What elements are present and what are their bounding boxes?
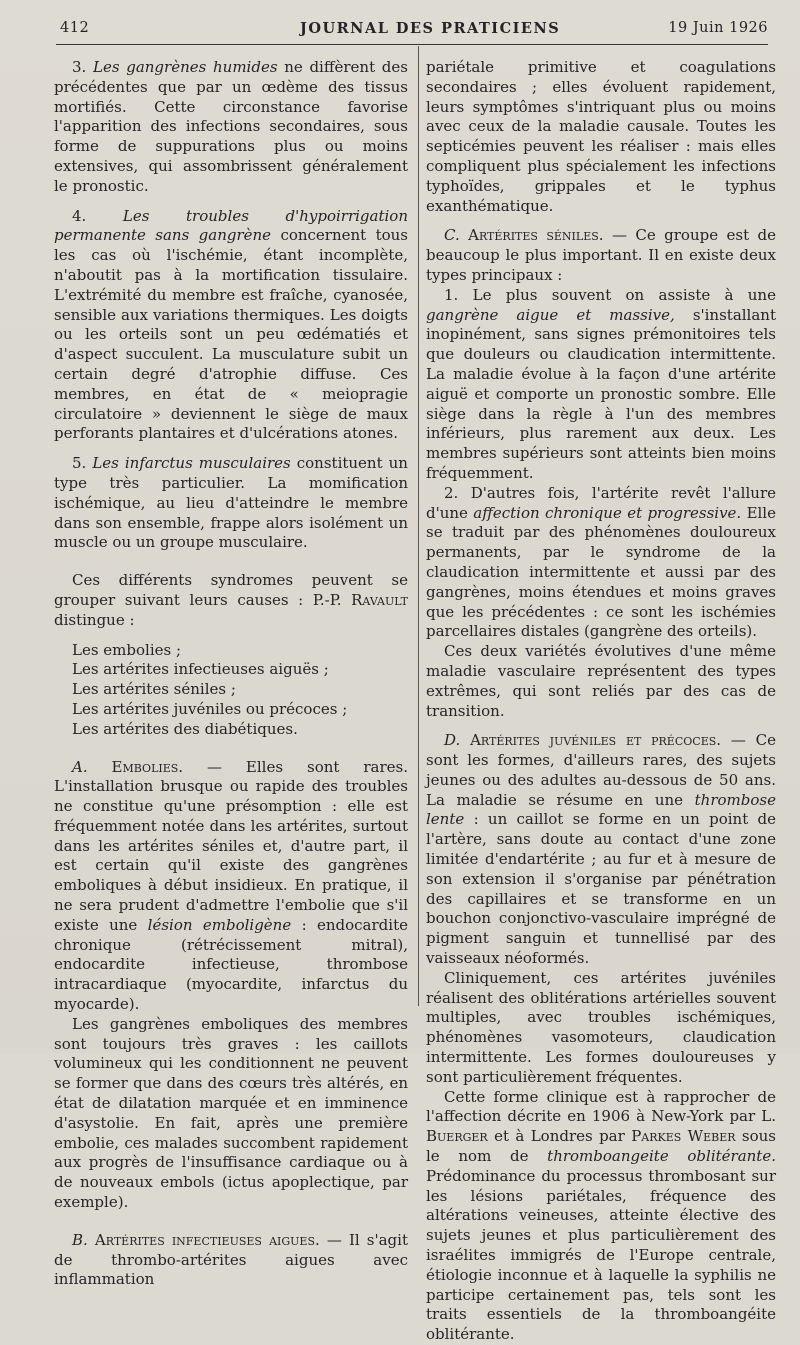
running-header [60,14,768,40]
heading-embolies: Embolies. [111,757,184,776]
section-senile-arteritis: C. Artérites séniles. — Ce groupe est de beaucoup le plus important. Il en existe deux types principaux : [426,226,776,284]
list-item: Les artérites infectieuses aiguës ; [72,660,329,679]
column-divider [418,46,419,1006]
author-ravault: Ravault [351,590,408,609]
heading-hypoirrigation: Les troubles d'hypoirrigation permanente sans gangrène [54,206,408,245]
causes-list [54,641,408,740]
paragraph-grouping: Ces différents syndromes peuvent se grouper suivant leurs causes : P.-P. Ravault distingue : [54,571,408,629]
list-item: Les artérites juvéniles ou précoces ; [72,699,348,718]
author-parkes-weber: Parkes Weber [631,1127,736,1146]
paragraph-humid-gangrene: 3. Les gangrènes humides ne diffèrent des précédentes que par un œdème des tissus mortifiés. Cette circonstance favorise l'apparition des infections secondaires, sous forme de suppurations plus ou moins extensives, qui assombrissent généralement le pronostic. [54,58,408,195]
section-embolies: A. Embolies. — Elles sont rares. L'installation brusque ou rapide des troubles ne constitue qu'une présomption : elle est fréquemment notée dans les artérites, surtout dans les artérites séniles et, d'autre part, il est certain qu'il existe des gangrènes emboliques à début insidieux. En pratique, il ne sera prudent d'admettre l'embolie que s'il existe une lésion emboligène : endocardite chronique (rétrécissement mitral), endocardite infectieuse, thrombose intracardiaque (myocardite, infarctus du myocarde). [54,757,408,1014]
list-item: Les artérites des diabétiques. [72,719,298,738]
heading-senile-arteritis: Artérites séniles. [468,226,604,245]
section-juvenile-arteritis: D. Artérites juvéniles et précoces. — Ce sont les formes, d'ailleurs rares, des sujets jeunes ou des adultes au-dessous de 50 ans. La maladie se résume en une thrombose lente : un caillot se forme en un point de l'artère, sans doute au contact d'une zone limitée d'endartérite ; au fur et à mesure de son extension il s'organise par pénétration des capillaires et se transforme en un bouchon conjonctivo-vasculaire imprégné de pigment sanguin et tunnellisé par des vaisseaux néoformés. [426,731,776,968]
page-number: 412 [60,20,90,36]
journal-title: JOURNAL DES PRATICIENS [300,20,561,37]
heading-juvenile-arteritis: Artérites juvéniles et précoces. [470,731,722,750]
issue-date: 19 Juin 1926 [668,20,768,36]
paragraph-embolic-gangrenes: Les gangrènes emboliques des membres sont toujours très graves : les caillots volumineux qui les conditionnent ne peuvent se former que dans des cœurs très altérés, en état de dilatation marquée et en imminence d'asystolie. En fait, après une première embolie, ces malades succombent rapidement aux progrès de l'insuffisance cardiaque ou à de nouveaux embols (ictus apoplectique, par exemple). [54,1014,408,1212]
right-column [426,58,776,1345]
paragraph-infectious-continued: pariétale primitive et coagulations secondaires ; elles évoluent rapidement, leurs symptômes s'intriquant plus ou moins avec ceux de la maladie causale. Toutes les septicémies peuvent les réaliser : mais elles compliquent plus spécialement les infections typhoïdes, grippales et le typhus exanthématique. [426,58,776,215]
heading-humid-gangrene: Les gangrènes humides [93,58,278,76]
section-infectious-arteritis: B. Artérites infectieuses aigues. — Il s'agit de thrombo-artérites aigues avec inflammation [54,1230,408,1289]
author-buerger: Buerger [426,1127,488,1146]
paragraph-senile-type-2: 2. D'autres fois, l'artérite revêt l'allure d'une affection chronique et progressive. Elle se traduit par des phénomènes douloureux permanents, par le syndrome de la claudication intermittente et aussi par des gangrènes, moins étendues et moins graves que les précédentes : ce sont les ischémies parcellaires distales (gangrène des orteils). [426,483,776,641]
paragraph-senile-type-1: 1. Le plus souvent on assiste à une gangrène aigue et massive, s'installant inopinément, sans signes prémonitoires tels que douleurs ou claudication intermittente. La maladie évolue à la façon d'une artérite aiguë et comporte un pronostic sombre. Elle siège dans la règle à l'un des membres inférieurs, plus rarement aux deux. Les membres supérieurs sont atteints bien moins fréquemment. [426,285,776,482]
list-item: Les artérites séniles ; [72,680,236,699]
paragraph-hypoirrigation: 4. Les troubles d'hypoirrigation permanente sans gangrène concernent tous les cas où l'ischémie, étant incomplète, n'aboutit pas à la mortification tissulaire. L'extrémité du membre est fraîche, cyanosée, sensible aux variations thermiques. Les doigts ou les orteils sont un peu œdématiés et d'aspect succulent. La musculature subit un certain degré d'atrophie diffuse. Ces membres, en état de « meiopragie circulatoire » deviennent le siège de maux perforants plantaires et d'ulcérations atones. [54,206,408,443]
left-column [54,58,408,1290]
paragraph-juvenile-clinical: Cliniquement, ces artérites juvéniles réalisent des oblitérations artérielles souvent multiples, avec troubles ischémiques, phénomènes vasomoteurs, claudication intermittente. Les formes douloureuses y sont particulièrement fréquentes. [426,968,776,1086]
heading-infectious-arteritis: Artérites infectieuses aigues. [94,1230,320,1249]
header-rule [56,44,768,45]
paragraph-muscular-infarcts: 5. Les infarctus musculaires constituent un type très particulier. La momification ischémique, au lieu d'atteindre le membre dans son ensemble, frappe alors isolément un muscle ou un groupe musculaire. [54,454,408,552]
paragraph-senile-conclusion: Ces deux variétés évolutives d'une même maladie vasculaire représentent des types extrêmes, qui sont reliés par des cas de transition. [426,642,776,720]
paragraph-thromboangeitis: Cette forme clinique est à rapprocher de l'affection décrite en 1906 à New-York par L. Buerger et à Londres par Parkes Weber sous le nom de thromboangeite oblitérante. Prédominance du processus thrombosant sur les lésions pariétales, fréquence des altérations veineuses, atteinte élective des sujets jeunes et plus particulièrement des israélites immigrés de l'Europe centrale, étiologie inconnue et à laquelle la syphilis ne participe certainement pas, tels sont les traits essentiels de la thromboangéite oblitérante. [426,1087,777,1344]
heading-muscular-infarcts: Les infarctus musculaires [92,454,291,473]
list-item: Les embolies ; [72,640,182,659]
